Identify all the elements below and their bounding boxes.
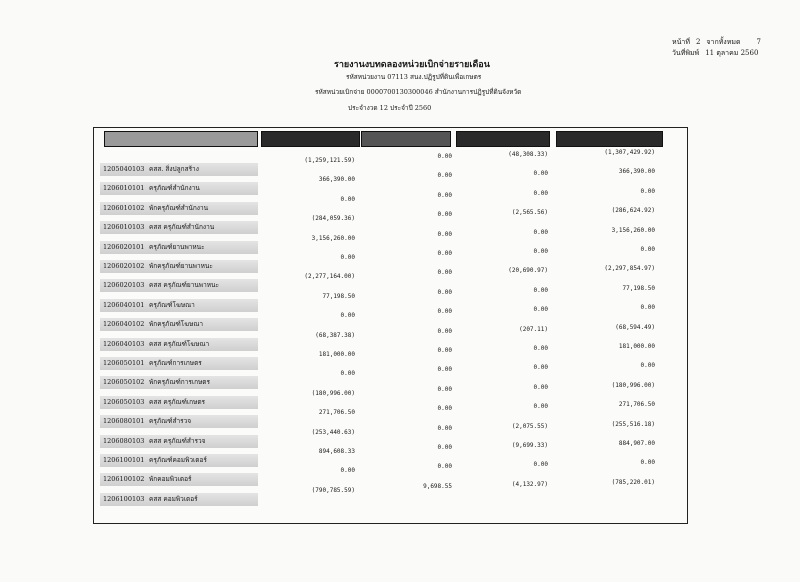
column-header-col3 — [456, 131, 550, 147]
print-date-label: วันที่พิมพ์ — [672, 49, 700, 57]
account-name: ครุภัณฑ์การเกษตร — [149, 359, 202, 367]
account-cell — [100, 454, 258, 467]
value-cell-col1: (253,440.63) — [311, 428, 355, 436]
column-header-col4 — [556, 131, 663, 147]
value-cell-col3: 0.00 — [533, 364, 548, 372]
value-cell-col2: 0.00 — [437, 385, 452, 393]
value-cell-col1: 271,706.50 — [318, 409, 355, 417]
account-name: พักครุภัณฑ์การเกษตร — [149, 378, 211, 387]
account-code: 1206050101 — [103, 359, 145, 367]
account-code: 1206040103 — [103, 339, 145, 348]
account-cell — [100, 241, 258, 254]
value-cell-col4: 0.00 — [640, 362, 655, 370]
value-cell-col3: (207.11) — [519, 325, 548, 333]
column-header-col2 — [361, 131, 451, 147]
value-cell-col3: (2,075.55) — [511, 422, 548, 430]
account-cell — [100, 182, 258, 195]
print-date: 11 ตุลาคม 2560 — [705, 49, 759, 57]
account-name: ครุภัณฑ์โฆษณา — [149, 300, 195, 309]
value-cell-col1: 181,000.00 — [318, 351, 355, 358]
account-name: คสส คอมพิวเตอร์ — [149, 494, 198, 503]
account-code: 1206040101 — [103, 300, 145, 309]
account-code: 1206080103 — [103, 436, 145, 445]
account-code: 1206020102 — [103, 262, 145, 270]
of-label: จากทั้งหมด — [706, 38, 741, 46]
value-cell-col1: 366,390.00 — [318, 176, 355, 184]
value-cell-col2: 0.00 — [437, 211, 452, 219]
value-cell-col4: (785,220.01) — [611, 478, 655, 486]
value-cell-col4: (1,307,429.92) — [604, 149, 655, 156]
account-name: คสส ครุภัณฑ์สำนักงาน — [149, 223, 215, 232]
account-cell — [100, 299, 258, 312]
account-cell — [100, 338, 258, 351]
account-name: ครุภัณฑ์สำรวจ — [149, 417, 192, 426]
value-cell-col1: 3,156,260.00 — [311, 234, 355, 242]
value-cell-col4: 181,000.00 — [618, 343, 655, 350]
account-code: 1206010102 — [103, 203, 145, 212]
value-cell-col4: 77,198.50 — [622, 284, 655, 292]
account-cell — [100, 260, 258, 273]
value-cell-col4: 0.00 — [640, 187, 655, 195]
account-code: 1205040103 — [103, 165, 145, 173]
value-cell-col4: (68,594.49) — [615, 323, 655, 331]
value-cell-col4: 0.00 — [640, 459, 655, 467]
account-cell — [100, 221, 258, 234]
value-cell-col2: 0.00 — [437, 172, 452, 180]
value-cell-col4: 366,390.00 — [618, 168, 655, 176]
value-cell-col3: 0.00 — [533, 228, 548, 236]
account-cell — [100, 493, 258, 506]
account-code: 1206050102 — [103, 378, 145, 387]
page-label: หน้าที่ — [672, 38, 690, 46]
account-name: ครุภัณฑ์คอมพิวเตอร์ — [149, 456, 207, 464]
value-cell-col3: 0.00 — [533, 383, 548, 391]
account-cell — [100, 376, 258, 389]
value-cell-col3: 0.00 — [533, 286, 548, 294]
value-cell-col4: (286,624.92) — [611, 207, 655, 215]
agency-line: รหัสหน่วยงาน 07113 สนง.ปฏิรูปที่ดินเพื่อเกษตร — [346, 73, 482, 81]
account-name: คสส ครุภัณฑ์ยานพาหนะ — [149, 281, 219, 290]
account-name: ครุภัณฑ์ยานพาหนะ — [149, 242, 205, 251]
account-name: พักคอมพิวเตอร์ — [149, 475, 192, 484]
account-name: พักครุภัณฑ์ยานพาหนะ — [149, 262, 213, 270]
account-code: 1206100101 — [103, 456, 145, 464]
value-cell-col1: 0.00 — [340, 467, 355, 475]
value-cell-col3: (2,565.56) — [511, 209, 548, 217]
value-cell-col2: 0.00 — [437, 366, 452, 374]
value-cell-col1: (1,259,121.59) — [304, 157, 355, 164]
value-cell-col4: 884,907.00 — [618, 440, 655, 447]
value-cell-col3: 0.00 — [533, 461, 548, 469]
value-cell-col4: (2,297,854.97) — [604, 265, 655, 273]
account-code: 1206100103 — [103, 494, 145, 503]
page-info — [672, 37, 761, 59]
account-name: คสส ครุภัณฑ์สำรวจ — [149, 436, 206, 445]
value-cell-col2: 0.00 — [437, 288, 452, 296]
value-cell-col4: (180,996.00) — [611, 381, 655, 389]
value-cell-col3: 0.00 — [533, 189, 548, 197]
account-cell — [100, 279, 258, 292]
value-cell-col3: (48,308.33) — [508, 151, 548, 158]
account-code: 1206020101 — [103, 242, 145, 251]
account-cell — [100, 396, 258, 409]
value-cell-col2: 0.00 — [437, 230, 452, 238]
report-title: รายงานงบทดลองหน่วยเบิกจ่ายรายเดือน — [334, 60, 490, 70]
account-cell — [100, 473, 258, 486]
value-cell-col3: 0.00 — [533, 248, 548, 255]
account-cell — [100, 318, 258, 331]
account-code: 1206040102 — [103, 320, 145, 329]
account-name: คสส ครุภัณฑ์โฆษณา — [149, 339, 210, 348]
page-number: 2 — [695, 38, 701, 46]
account-name: คสส. สิ่งปลูกสร้าง — [149, 165, 199, 173]
account-code: 1206080101 — [103, 417, 145, 426]
account-cell — [100, 357, 258, 370]
account-name: พักครุภัณฑ์สำนักงาน — [149, 203, 209, 212]
value-cell-col2: 0.00 — [437, 463, 452, 471]
period-line: ประจำงวด 12 ประจำปี 2560 — [348, 104, 432, 112]
value-cell-col2: 0.00 — [437, 269, 452, 277]
disbursement-unit-line: รหัสหน่วยเบิกจ่าย 0000700130300046 สำนักงานการปฏิรูปที่ดินจังหวัด — [315, 88, 522, 96]
value-cell-col1: 0.00 — [340, 254, 355, 261]
value-cell-col3: (4,132.97) — [511, 480, 548, 488]
value-cell-col3: (9,699.33) — [511, 442, 548, 449]
value-cell-col3: 0.00 — [533, 345, 548, 352]
value-cell-col1: (68,387.38) — [315, 331, 355, 339]
value-cell-col4: (255,516.18) — [611, 420, 655, 428]
value-cell-col4: 0.00 — [640, 246, 655, 253]
value-cell-col4: 271,706.50 — [618, 401, 655, 409]
account-code: 1206010103 — [103, 223, 145, 232]
total-pages: 7 — [756, 38, 761, 46]
value-cell-col3: (20,690.97) — [508, 267, 548, 275]
value-cell-col1: 0.00 — [340, 195, 355, 203]
value-cell-col3: 0.00 — [533, 306, 548, 314]
account-cell — [100, 202, 258, 215]
account-name: ครุภัณฑ์สำนักงาน — [149, 184, 200, 193]
account-code: 1206050103 — [103, 397, 145, 406]
column-header-col1 — [261, 131, 360, 147]
value-cell-col4: 0.00 — [640, 304, 655, 312]
value-cell-col2: 0.00 — [437, 424, 452, 432]
value-cell-col2: 0.00 — [437, 250, 452, 257]
value-cell-col1: (180,996.00) — [311, 389, 355, 397]
column-header-account — [104, 131, 258, 147]
account-cell — [100, 435, 258, 448]
account-cell — [100, 163, 258, 176]
value-cell-col3: 0.00 — [533, 403, 548, 411]
value-cell-col1: 894,608.33 — [318, 448, 355, 455]
value-cell-col2: 0.00 — [437, 327, 452, 335]
value-cell-col1: 77,198.50 — [322, 292, 355, 300]
value-cell-col2: 0.00 — [437, 308, 452, 316]
value-cell-col1: (2,277,164.00) — [304, 273, 355, 281]
account-name: พักครุภัณฑ์โฆษณา — [149, 320, 204, 329]
value-cell-col3: 0.00 — [533, 170, 548, 178]
value-cell-col1: (284,059.36) — [311, 215, 355, 223]
account-cell — [100, 415, 258, 428]
value-cell-col2: 0.00 — [437, 444, 452, 451]
value-cell-col4: 3,156,260.00 — [611, 226, 655, 234]
value-cell-col1: (790,785.59) — [311, 486, 355, 494]
value-cell-col2: 9,698.55 — [423, 482, 452, 490]
account-name: คสส ครุภัณฑ์เกษตร — [149, 397, 206, 406]
account-code: 1206100102 — [103, 475, 145, 484]
account-code: 1206010101 — [103, 184, 145, 193]
value-cell-col1: 0.00 — [340, 370, 355, 378]
value-cell-col2: 0.00 — [437, 191, 452, 199]
value-cell-col2: 0.00 — [437, 405, 452, 413]
value-cell-col2: 0.00 — [437, 347, 452, 354]
value-cell-col2: 0.00 — [437, 153, 452, 160]
value-cell-col1: 0.00 — [340, 312, 355, 320]
account-code: 1206020103 — [103, 281, 145, 290]
